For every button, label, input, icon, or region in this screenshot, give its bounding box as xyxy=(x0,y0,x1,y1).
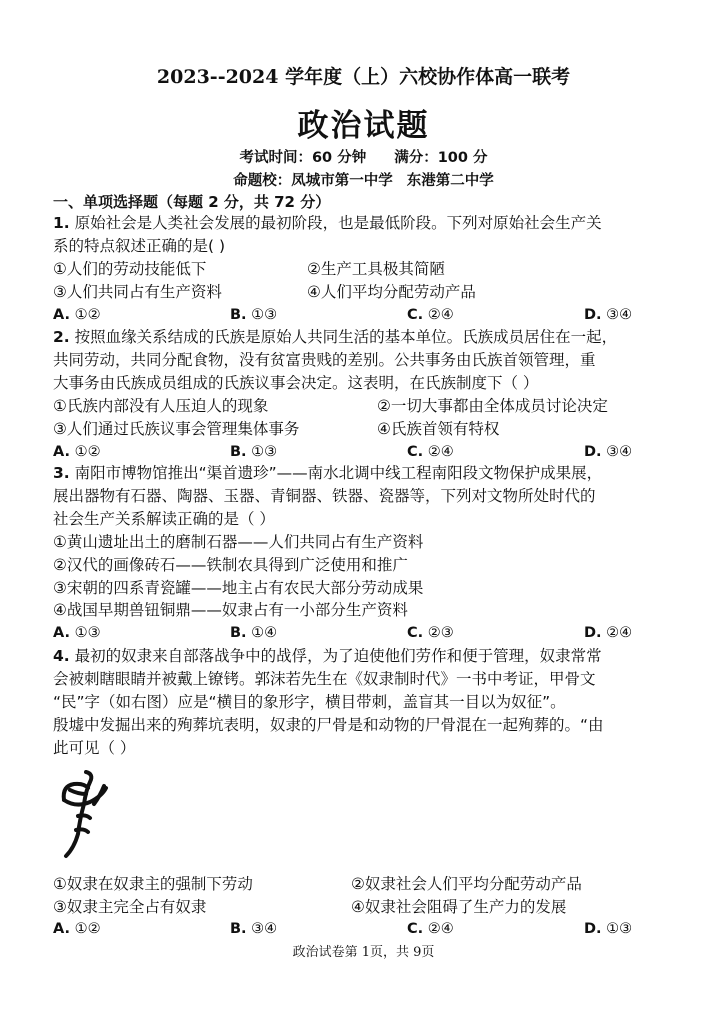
setter-school-second: 东港第二中学 xyxy=(406,173,494,189)
full-score: 满分：100 分 xyxy=(394,150,488,166)
q3-stem-3: 社会生产关系解读正确的是（ ） xyxy=(53,510,275,528)
q3-option-2: ②汉代的画像砖石——铁制农具得到广泛使用和推广 xyxy=(53,556,408,574)
exam-time: 考试时间：60 分钟 xyxy=(239,150,367,166)
q3-line-1 xyxy=(53,462,602,484)
q2-number: 2. xyxy=(53,328,70,346)
q3-stem-2: 展出器物有石器、陶器、玉器、青铜器、铁器、瓷器等，下列对文物所处时代的 xyxy=(53,487,596,505)
q2-stem-2: 共同劳动，共同分配食物，没有贫富贵贱的差别。公共事务由氏族首领管理，重 xyxy=(53,351,596,369)
q4-stem-2: 会被刺瞎眼睛并被戴上镣铐。郭沫若先生在《奴隶制时代》一书中考证，甲骨文 xyxy=(53,670,596,688)
q4-choice-a[interactable]: A. ①② xyxy=(53,921,101,937)
q4-option-1: ①奴隶在奴隶主的强制下劳动 xyxy=(53,875,253,893)
q3-option-4: ④战国早期兽钮铜鼎——奴隶占有一小部分生产资料 xyxy=(53,601,408,619)
q4-stem-1: 最初的奴隶来自部落战争中的战俘，为了迫使他们劳作和便于管理，奴隶常常 xyxy=(74,647,602,665)
q2-choice-c[interactable]: C. ②④ xyxy=(407,444,454,460)
q1-option-1: ①人们的劳动技能低下 xyxy=(53,260,207,278)
q1-choice-d[interactable]: D. ③④ xyxy=(584,307,633,323)
q3-option-3: ③宋朝的四系青瓷罐——地主占有农民大部分劳动成果 xyxy=(53,579,424,597)
q2-choice-a[interactable]: A. ①② xyxy=(53,444,101,460)
q1-option-3: ③人们共同占有生产资料 xyxy=(53,283,222,301)
q2-option-4: ④氏族首领有特权 xyxy=(377,420,500,438)
setter-schools xyxy=(0,169,727,190)
q1-number: 1. xyxy=(53,214,70,232)
setter-school-first: 命题校：凤城市第一中学 xyxy=(233,173,393,189)
q1-option-4: ④人们平均分配劳动产品 xyxy=(307,283,476,301)
q4-line-1 xyxy=(53,645,602,667)
q2-line-1 xyxy=(53,326,617,348)
q2-choice-d[interactable]: D. ③④ xyxy=(584,444,633,460)
q2-stem-3: 大事务由氏族成员组成的氏族议事会决定。这表明，在氏族制度下（ ） xyxy=(53,374,539,392)
subject-title: 政治试题 xyxy=(297,108,430,144)
q4-stem-5: 此可见（ ） xyxy=(53,739,136,757)
q4-option-2: ②奴隶社会人们平均分配劳动产品 xyxy=(351,875,582,893)
q1-line-1 xyxy=(53,212,602,234)
q1-choice-b[interactable]: B. ①③ xyxy=(230,307,278,323)
q3-number: 3. xyxy=(53,464,70,482)
q2-choice-b[interactable]: B. ①③ xyxy=(230,444,278,460)
q2-option-3: ③人们通过氏族议事会管理集体事务 xyxy=(53,420,300,438)
q4-choice-c[interactable]: C. ②④ xyxy=(407,921,454,937)
section-title: 一、单项选择题（每题 2 分，共 72 分） xyxy=(53,193,331,211)
q3-stem-1: 南阳市博物馆推出“渠首遗珍”——南水北调中线工程南阳段文物保护成果展， xyxy=(74,464,603,482)
q3-choice-d[interactable]: D. ②④ xyxy=(584,625,633,641)
exam-info xyxy=(0,146,727,167)
exam-title: 2023--2024 学年度（上）六校协作体高一联考 xyxy=(156,66,571,88)
q2-option-1: ①氏族内部没有人压迫人的现象 xyxy=(53,397,269,415)
q4-choice-d[interactable]: D. ①③ xyxy=(584,921,633,937)
q1-choice-a[interactable]: A. ①② xyxy=(53,307,101,323)
q4-number: 4. xyxy=(53,647,70,665)
q2-option-2: ②一切大事都由全体成员讨论决定 xyxy=(377,397,608,415)
oracle-bone-min-character-image xyxy=(56,764,116,864)
q3-choice-b[interactable]: B. ①④ xyxy=(230,625,278,641)
q2-stem-1: 按照血缘关系结成的氏族是原始人共同生活的基本单位。氏族成员居住在一起， xyxy=(74,328,618,346)
q3-choice-c[interactable]: C. ②③ xyxy=(407,625,454,641)
q4-stem-3: “民”字（如右图）应是“横目的象形字，横目带刺，盖盲其一目以为奴征”。 xyxy=(53,693,566,711)
q4-option-3: ③奴隶主完全占有奴隶 xyxy=(53,898,207,916)
q4-choice-b[interactable]: B. ③④ xyxy=(230,921,278,937)
q3-choice-a[interactable]: A. ①③ xyxy=(53,625,101,641)
q4-option-4: ④奴隶社会阻碍了生产力的发展 xyxy=(351,898,567,916)
q1-choice-c[interactable]: C. ②④ xyxy=(407,307,454,323)
q3-option-1: ①黄山遗址出土的磨制石器——人们共同占有生产资料 xyxy=(53,533,424,551)
page-footer: 政治试卷第 1页，共 9页 xyxy=(292,945,435,960)
q1-option-2: ②生产工具极其简陋 xyxy=(307,260,445,278)
q4-stem-4: 殷墟中发掘出来的殉葬坑表明，奴隶的尸骨是和动物的尸骨混在一起殉葬的。“由 xyxy=(53,716,604,734)
q1-stem-2: 系的特点叙述正确的是( ) xyxy=(53,237,226,255)
q1-stem-1: 原始社会是人类社会发展的最初阶段，也是最低阶段。下列对原始社会生产关 xyxy=(74,214,602,232)
